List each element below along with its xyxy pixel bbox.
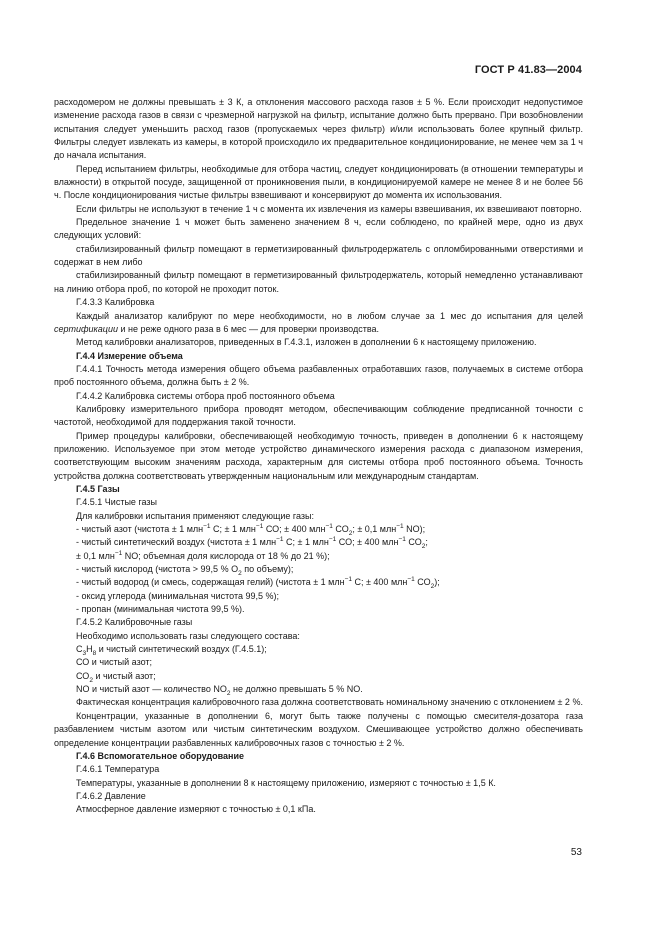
subsection-heading: Г.4.5.1 Чистые газы xyxy=(76,497,157,508)
text-run: по объему); xyxy=(241,564,294,575)
calibration-gas-item: СО и чистый азот; xyxy=(76,657,153,668)
text-run: - чистый синтетический воздух (чистота ± 1 млн xyxy=(76,537,277,548)
superscript: −1 xyxy=(407,576,415,584)
subsection-heading: Г.4.6.1 Температура xyxy=(76,764,160,775)
paragraph: расходомером не должны превышать ± 3 К, а отклонения массового расхода газов ± 5 %. Если происходит недопустимое изменение расхода газов в связи с чрезмерной нагрузкой на фильтр, испытание должно быть прервано. При возобновлении испытания следует уменьшить расход газов (пропускаемых через фильтр) и/или использовать более крупный фильтр. Фильтры следует извлекать из камеры, в которой происходило их предварительное кондиционирование, не менее чем за 1 ч до начала испытания. xyxy=(54,97,583,161)
text-run: - чистый азот (чистота ± 1 млн xyxy=(76,524,204,534)
page-body xyxy=(54,96,583,817)
gas-list-item xyxy=(54,523,583,536)
text-run: СО xyxy=(414,577,431,588)
superscript: −1 xyxy=(203,523,211,530)
gas-list-item xyxy=(54,550,583,563)
gas-list-item: - оксид углерода (минимальная чистота 99,5 %); xyxy=(76,590,280,601)
subscript: 2 xyxy=(238,569,242,577)
text-run: СО xyxy=(332,524,349,534)
section-heading: Г.4.5 Газы xyxy=(76,483,120,494)
gas-list-item xyxy=(54,563,583,576)
text-run: С; ± 1 млн xyxy=(283,537,329,548)
text-run: не должно превышать 5 % NO. xyxy=(230,684,363,695)
paragraph: Пример процедуры калибровки, обеспечивающей необходимую точность, приведен в дополнении 6 к настоящему приложению. Используемое при этом методе устройство динамического измерения расхода с диапазоном измерения, соответствующим высоким значениям расхода, характерным для системы отбора проб постоянного объема. Точность устройства должна соответствовать утвержденным национальным или международным стандартам. xyxy=(54,430,583,481)
section-heading: Г.4.4 Измерение объема xyxy=(76,350,183,361)
paragraph xyxy=(54,310,583,337)
text-run: и чистый синтетический воздух (Г.4.5.1); xyxy=(96,644,267,655)
calibration-gas-item xyxy=(54,643,583,656)
subscript: 2 xyxy=(421,543,426,551)
subsection-heading: Г.4.6.2 Давление xyxy=(76,790,146,801)
paragraph: Метод калибровки анализаторов, приведенных в Г.4.3.1, изложен в дополнении 6 к настоящему приложению. xyxy=(76,337,537,348)
paragraph: Атмосферное давление измеряют с точностью ± 0,1 кПа. xyxy=(76,804,316,815)
text-run: - чистый водород (и смесь, содержащая гелий) (чистота ± 1 млн xyxy=(76,577,345,588)
text-run: и чистый азот; xyxy=(92,670,156,681)
text-run: СО xyxy=(405,537,422,548)
gas-list-item: - пропан (минимальная чистота 99,5 %). xyxy=(76,604,245,615)
text-run: С; ± 400 млн xyxy=(351,577,408,588)
subscript: 2 xyxy=(226,689,231,697)
paragraph: Если фильтры не используют в течение 1 ч с момента их извлечения из камеры взвешивания, их взвешивают повторно. xyxy=(76,203,582,214)
text-run: Каждый анализатор калибруют по мере необходимости, но в любом случае за 1 мес до испытания для целей xyxy=(76,310,583,321)
superscript: −1 xyxy=(255,523,264,530)
text-run: NO и чистый азот — количество NO xyxy=(76,684,227,695)
text-run: NO); xyxy=(403,524,426,534)
paragraph: Для калибровки испытания применяют следующие газы: xyxy=(76,510,315,521)
gas-list-item xyxy=(54,536,583,549)
section-heading: Г.4.6 Вспомогательное оборудование xyxy=(76,750,245,761)
calibration-gas-item xyxy=(54,670,583,683)
text-run: ; ± 0,1 млн xyxy=(352,524,397,534)
superscript: −1 xyxy=(276,536,284,544)
paragraph: Предельное значение 1 ч может быть заменено значением 8 ч, если соблюдено, по крайней мере, одно из двух следующих условий: xyxy=(54,217,583,241)
text-run: СО xyxy=(76,670,90,681)
paragraph: стабилизированный фильтр помещают в герметизированный фильтродержатель, который немедленно устанавливают на линию отбора проб, по которой не проходит поток. xyxy=(54,270,583,294)
text-run: ; xyxy=(425,537,428,548)
text-run: ); xyxy=(434,577,440,588)
text-run: ± 0,1 млн xyxy=(76,550,115,561)
paragraph: Концентрации, указанные в дополнении 6, могут быть также получены с помощью смесителя-дозатора газа разбавлением чистым азотом или чистым синтетическим воздухом. Смешивающее устройство должно обеспечивать определение концентрации разбавленных калибровочных газов с точностью ± 2 %. xyxy=(54,710,583,748)
paragraph: Фактическая концентрация калибровочного газа должна соответствовать номинальному значению с отклонением ± 2 %. xyxy=(76,697,583,708)
text-run: - чистый кислород (чистота > 99,5 % О xyxy=(76,564,239,575)
paragraph: Перед испытанием фильтры, необходимые для отбора частиц, следует кондиционировать (в отношении температуры и влажности) в открытой посуде, защищенной от проникновения пыли, в кондиционируемой камере не менее 8 и не более 56 ч. После кондиционирования чистые фильтры взвешивают и консервируют до момента их использования. xyxy=(54,163,583,201)
text-run: и не реже одного раза в 6 мес — для проверки производства. xyxy=(117,323,380,334)
text-run: Н xyxy=(86,644,93,655)
superscript: −1 xyxy=(396,523,404,530)
standard-header: ГОСТ Р 41.83—2004 xyxy=(474,64,582,76)
subscript: 3 xyxy=(82,649,87,657)
superscript: −1 xyxy=(325,523,333,530)
subscript: 2 xyxy=(89,676,93,684)
superscript: −1 xyxy=(328,536,337,544)
calibration-gas-item xyxy=(54,683,583,696)
subsection-heading: Г.4.4.2 Калибровка системы отбора проб постоянного объема xyxy=(76,390,335,401)
paragraph: Г.4.4.1 Точность метода измерения общего объема разбавленных отработавших газов, получаемых в системе отбора проб постоянного объема, должна быть ± 2 %. xyxy=(54,363,583,388)
subscript: 2 xyxy=(348,529,353,537)
subsection-heading: Г.4.5.2 Калибровочные газы xyxy=(76,617,193,628)
superscript: −1 xyxy=(114,549,123,557)
subscript: 8 xyxy=(92,649,97,657)
subscript: 2 xyxy=(430,583,435,591)
superscript: −1 xyxy=(344,576,352,584)
paragraph: Температуры, указанные в дополнении 8 к настоящему приложению, измеряют с точностью ± 1,5 К. xyxy=(76,777,496,788)
text-run: СО; ± 400 млн xyxy=(336,537,399,548)
paragraph: стабилизированный фильтр помещают в герметизированный фильтродержатель с опломбированными отверстиями и содержат в нем либо xyxy=(54,243,583,268)
paragraph: Калибровку измерительного прибора проводят методом, обеспечивающим соблюдение предписанной точности с частотой, необходимой для поддержания такой точности. xyxy=(54,403,583,428)
paragraph: Необходимо использовать газы следующего состава: xyxy=(76,630,300,641)
subsection-heading: Г.4.3.3 Калибровка xyxy=(76,297,155,308)
text-run: С; ± 1 млн xyxy=(210,524,256,534)
text-run: С xyxy=(76,644,83,655)
text-run: NO; объемная доля кислорода от 18 % до 21 %); xyxy=(122,550,330,561)
emphasis-text: сертификации xyxy=(54,323,118,334)
superscript: −1 xyxy=(398,536,406,544)
gas-list-item xyxy=(54,576,583,589)
page-number: 53 xyxy=(570,847,582,858)
text-run: СО; ± 400 млн xyxy=(263,524,326,534)
